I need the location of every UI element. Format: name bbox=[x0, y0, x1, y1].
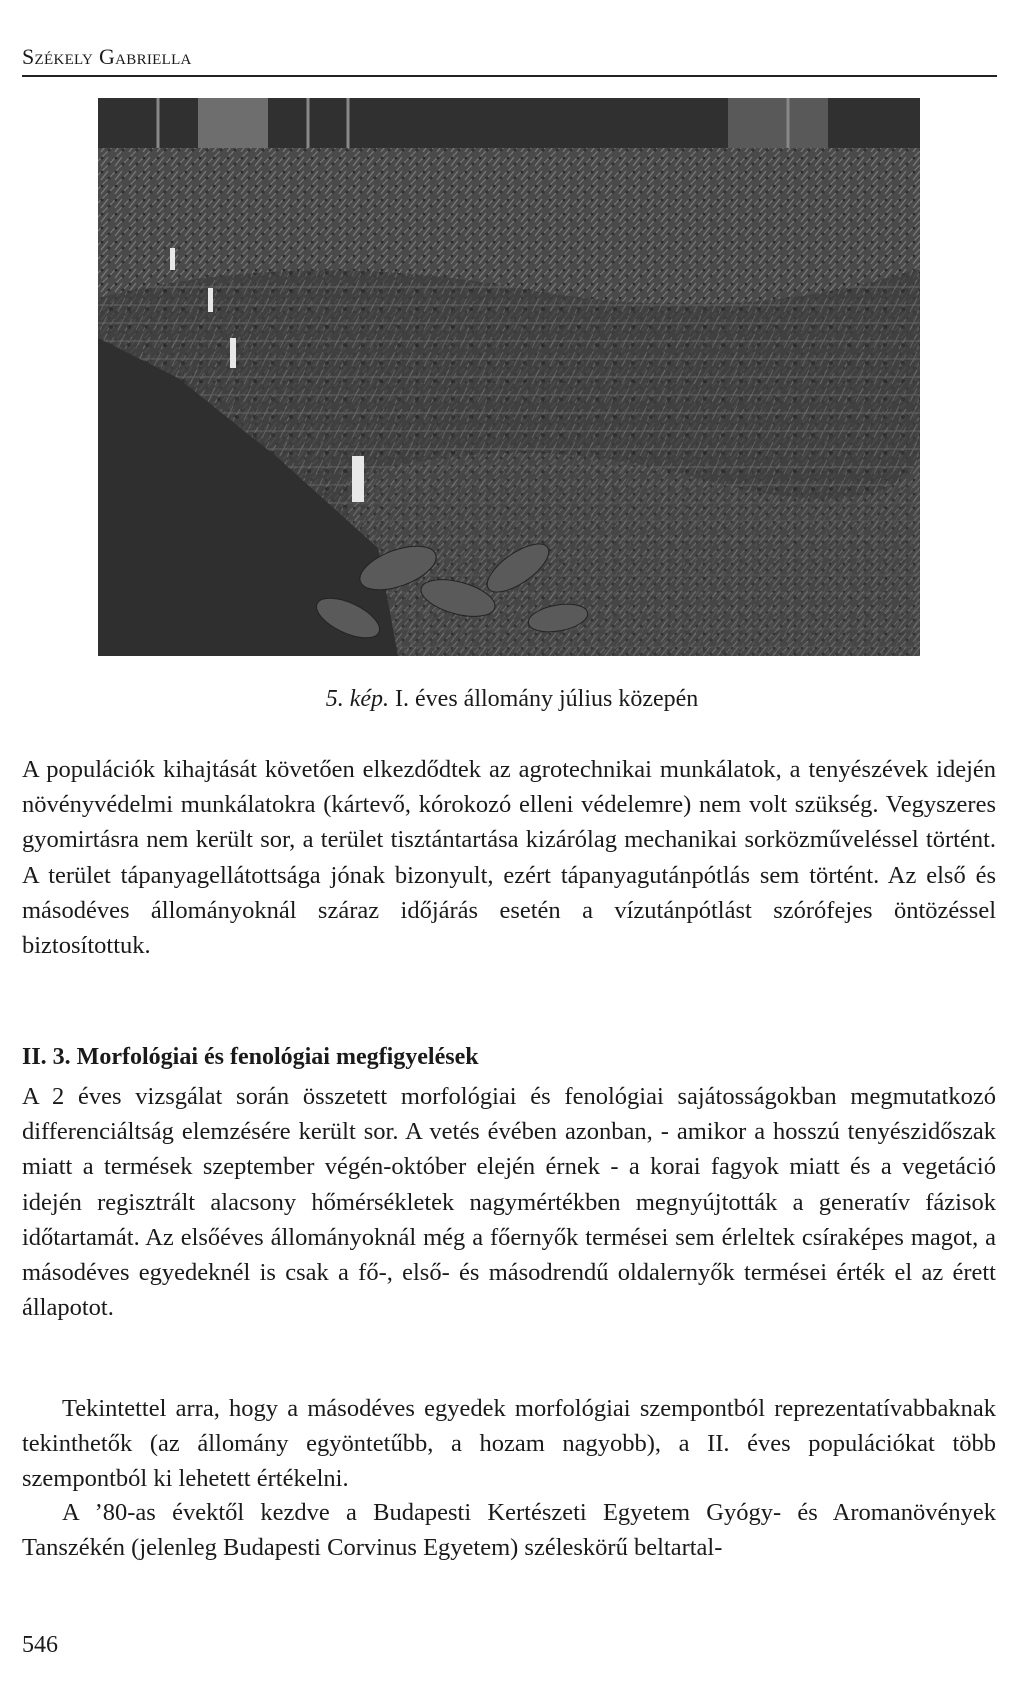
paragraph-1: A populációk kihajtását követően elkezdődtek az agrotechnikai munkálatok, a tenyészévek idején növényvédelmi munkálatokra (kártevő, kórokozó elleni védelemre) nem volt szükség. Vegyszeres gyomirtásra nem került sor, a terület tisztántartása kizárólag mechanikai sorközműveléssel történt. A terület tápanyagellátottsága jónak bizonyult, ezért tápanyagutánpótlás sem történt. Az első és másodéves állományoknál száraz időjárás esetén a vízutánpótlást szórófejes öntözéssel biztosítottuk. bbox=[22, 756, 996, 960]
header-rule bbox=[22, 75, 997, 77]
running-head: Székely Gabriella bbox=[22, 44, 192, 69]
caption-label: 5. kép. bbox=[325, 686, 390, 712]
figure-caption bbox=[0, 686, 1024, 713]
field-photo bbox=[98, 98, 920, 656]
caption-text: I. éves állomány július közepén bbox=[389, 686, 699, 712]
paragraph-2: A 2 éves vizsgálat során összetett morfológiai és fenológiai sajátosságokban megmutatkozó differenciáltság elemzésére került sor. A vetés évében azonban, - amikor a hosszú tenyészidőszak miatt a termések szeptember végén-október elején érnek - a korai fagyok miatt és a vegetáció idején regisztrált alacsony hőmérsékletek nagymértékben megnyújtották a generatív fázisok időtartamát. Az elsőéves állományoknál még a főernyők termései sem érleltek csíraképes magot, a másodéves egyedeknél is csak a fő-, első- és másodrendű oldalernyők termései érték el az érett állapotot. bbox=[22, 1083, 996, 1322]
section-title: II. 3. Morfológiai és fenológiai megfigyelések bbox=[22, 1044, 479, 1070]
page-number: 546 bbox=[22, 1632, 58, 1658]
paragraph-4: A ’80-as évektől kezdve a Budapesti Kertészeti Egyetem Gyógy- és Aromanövények Tanszékén (jelenleg Budapesti Corvinus Egyetem) széleskörű beltartal- bbox=[22, 1499, 996, 1562]
paragraph-3: Tekintettel arra, hogy a másodéves egyedek morfológiai szempontból reprezentatívabbaknak tekinthetők (az állomány egyöntetűbb, a hozam nagyobb), a II. éves populációkat több szempontból ki lehetett értékelni. bbox=[22, 1395, 996, 1493]
